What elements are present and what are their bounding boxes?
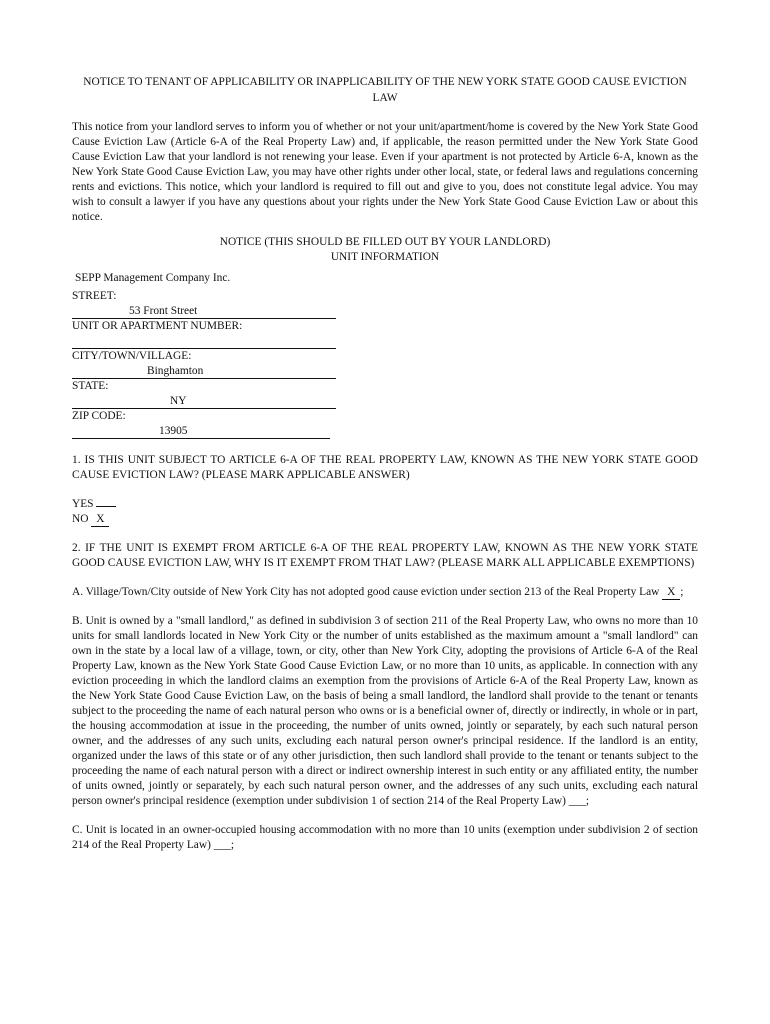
notice-title: NOTICE TO TENANT OF APPLICABILITY OR INAPPLICABILITY OF THE NEW YORK STATE GOOD CAUSE EVICTION LAW (83, 76, 687, 104)
exemption-b-text: B. Unit is owned by a "small landlord," as defined in subdivision 3 of section 211 of the Real Property Law, who owns no more than 10 units for small landlords located in New York City or the number of units established as the maximum amount a "small landlord" can own in the state by a local law of a village, town, or city, other than New York City, adopting the provisions of Article 6-A of the Real Property Law, known as the New York State Good Cause Eviction Law, or no more than 10 units, as applicable. In connection with any eviction proceeding in which the landlord claims an exemption from the provisions of Article 6-A of the Real Property Law, known as the New York State Good Cause Eviction Law, on the basis of being a small landlord, the landlord shall provide to the tenant or tenants subject to the proceeding the name of each natural person who owns or is a beneficial owner of, directly or indirectly, in whole or in part, the housing accommodation at issue in the proceeding, the number of units owned, jointly or separately, by each such natural person owner, and the addresses of any such units, excluding each natural person owner's principal residence. If the landlord is an entity, organized under the laws of this state or of any other jurisdiction, then such landlord shall provide to the tenant or tenants subject to the proceeding the name of each natural person with a direct or indirect ownership interest in such entity or any affiliated entity, the number of units owned, jointly or separately, by each such natural person owner, and the addresses of any such units, excluding each natural person owner's principal residence (exemption under subdivision 1 of section 214 of the Real Property Law) (72, 615, 698, 807)
street-value: 53 Front Street (129, 305, 198, 317)
intro-paragraph: This notice from your landlord serves to inform you of whether or not your unit/apartment/home is covered by the New York State Good Cause Eviction Law (Article 6-A of the Real Property Law) and, if applicable, the reason permitted under the New York State Good Cause Eviction Law that your landlord is not renewing your lease. Even if your apartment is not protected by Article 6-A, known as the New York State Good Cause Eviction Law, you may have other rights under other local, state, or federal laws and regulations concerning rents and evictions. This notice, which your landlord is required to fill out and give to you, does not constitute legal advice. You may wish to consult a lawyer if you have any questions about your rights under the New York State Good Cause Eviction Law or about this notice. (72, 121, 698, 223)
answer-no (72, 512, 698, 527)
notice-heading: NOTICE (THIS SHOULD BE FILLED OUT BY YOUR LANDLORD) (219, 236, 551, 248)
street-label: STREET: (72, 290, 117, 302)
no-mark[interactable]: X (91, 513, 109, 527)
exemption-a-text: A. Village/Town/City outside of New York City has not adopted good cause eviction under section 213 of the Real Property Law (72, 586, 660, 598)
answer-yes (72, 497, 698, 512)
no-label: NO (72, 513, 89, 525)
unit-number-label: UNIT OR APARTMENT NUMBER: (72, 320, 243, 332)
zip-value: 13905 (159, 425, 188, 437)
exemption-c-blank[interactable]: ___; (213, 839, 234, 851)
exemption-b (72, 614, 698, 809)
state-field[interactable] (72, 394, 336, 409)
exemption-a: A. Village/Town/City outside of New York City has not adopted good cause eviction under section 213 of the Real Property Law X ; (72, 586, 684, 598)
city-label: CITY/TOWN/VILLAGE: (72, 350, 192, 362)
unit-number-field[interactable] (72, 334, 336, 349)
unit-information-fields (72, 289, 698, 439)
state-label: STATE: (72, 380, 109, 392)
landlord-name: SEPP Management Company Inc. (75, 272, 231, 284)
unit-information-heading: UNIT INFORMATION (330, 251, 440, 263)
exemption-b-blank[interactable]: ___; (568, 795, 590, 807)
state-value: NY (170, 395, 187, 407)
city-field[interactable] (72, 364, 336, 379)
question-2: 2. IF THE UNIT IS EXEMPT FROM ARTICLE 6-A OF THE REAL PROPERTY LAW, KNOWN AS THE NEW YORK STATE GOOD CAUSE EVICTION LAW, WHY IS IT EXEMPT FROM THAT LAW? (PLEASE MARK ALL APPLICABLE EXEMPTIONS) (72, 542, 698, 569)
exemption-c-text: C. Unit is located in an owner-occupied housing accommodation with no more than 10 units (exemption under subdivision 2 of section 214 of the Real Property Law) (72, 824, 698, 851)
question-1: 1. IS THIS UNIT SUBJECT TO ARTICLE 6-A OF THE REAL PROPERTY LAW, KNOWN AS THE NEW YORK STATE GOOD CAUSE EVICTION LAW? (PLEASE MARK APPLICABLE ANSWER) (72, 454, 698, 481)
zip-field[interactable] (72, 424, 330, 439)
yes-label: YES (72, 498, 94, 510)
street-field[interactable] (72, 304, 336, 319)
zip-label: ZIP CODE: (72, 410, 126, 422)
city-value: Binghamton (147, 365, 204, 377)
yes-mark[interactable] (96, 506, 116, 507)
exemption-a-mark[interactable]: X (662, 586, 680, 600)
exemption-c (72, 823, 698, 853)
